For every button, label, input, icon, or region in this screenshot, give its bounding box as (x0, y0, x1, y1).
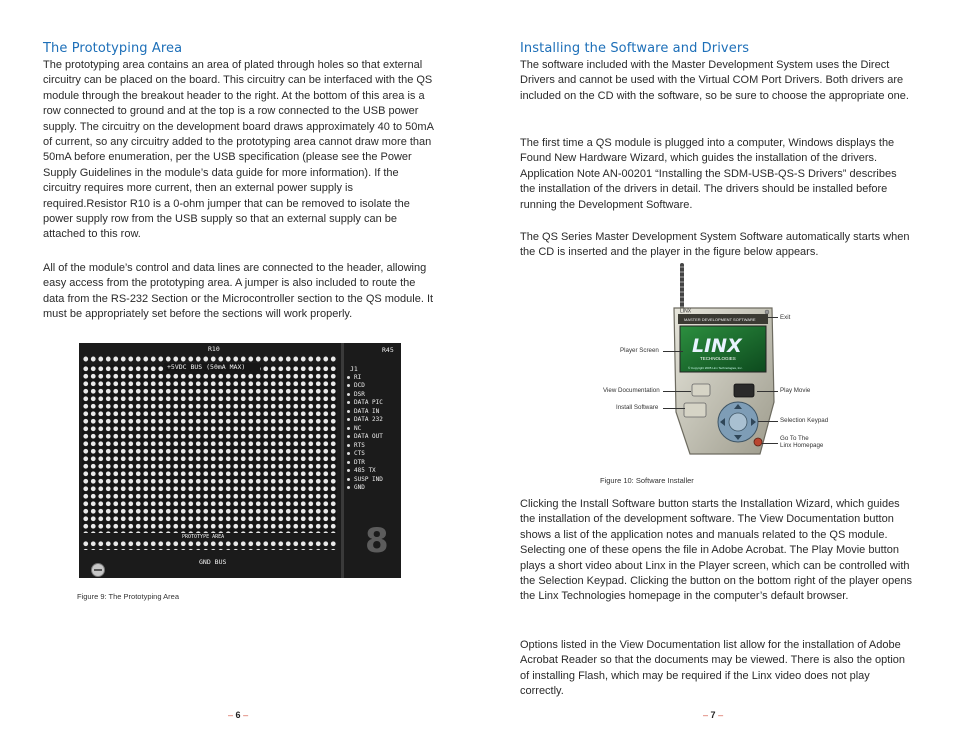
page-number-right-value: 7 (710, 710, 716, 720)
left-heading: The Prototyping Area (43, 41, 183, 56)
right-paragraph-1: The software included with the Master Development System uses the Direct Drivers and cannot be used with the Virtual COM Port Drivers. Both drivers are included on the CD with the software, so be sure to choose the appropriate one. (520, 59, 909, 102)
right-paragraph-2: The first time a QS module is plugged into a computer, Windows displays the Found New Hardware Wizard, which guides the installation of the drivers. Application Note AN-00201 “Installing the SDM-USB-QS-S Drivers” describes the installation of the drivers in detail. The drivers should be installed before running the Development Software. (520, 137, 897, 211)
pin-label: DSR (354, 390, 365, 398)
callout-play-movie: Play Movie (780, 387, 811, 394)
software-installer-player (670, 304, 776, 459)
header-pin (347, 433, 399, 442)
pin-label: DCD (354, 382, 365, 390)
pin-label: GND (354, 484, 365, 492)
pin-label: RI (354, 373, 362, 381)
header-pin (347, 441, 399, 450)
leader-player-screen (663, 351, 683, 352)
callout-go-to-line2: Linx Homepage (780, 442, 824, 449)
pin-label: DTR (354, 458, 365, 466)
header-pin (347, 373, 399, 382)
header-pin (347, 407, 399, 416)
prototyping-area-photo (79, 343, 401, 578)
page-number-left-value: 6 (235, 710, 241, 720)
leader-exit (768, 317, 778, 318)
header-pin (347, 475, 399, 484)
pin-label: 485 TX (354, 467, 376, 475)
silk-vdc-bus: +5VDC BUS (50mA MAX) (167, 363, 246, 371)
figure-10-caption: Figure 10: Software Installer (600, 476, 694, 485)
mounting-screw-icon (91, 563, 105, 577)
silk-r45: R45 (382, 346, 394, 354)
header-pin (347, 382, 399, 391)
pin-label: DATA PIC (354, 399, 383, 407)
board-divider (341, 343, 344, 578)
callout-go-to-line1: Go To The (780, 435, 809, 442)
pin-label: NC (354, 424, 362, 432)
ground-row (82, 540, 337, 550)
header-pin (347, 390, 399, 399)
pin-label: DATA IN (354, 407, 380, 415)
left-paragraph-2: All of the module’s control and data lines are connected to the header, allowing easy access from the prototyping area. A jumper is also included to route the data from the RS-232 Section or the Microcontroller section to the QS module. It must be appropriately set before the sections will work properly. (43, 262, 434, 321)
callout-player-screen: Player Screen (620, 347, 659, 354)
silk-j1: J1 (350, 365, 358, 373)
silk-gnd-bus: GND BUS (199, 558, 227, 566)
page-number-right: – 7 – (703, 710, 724, 720)
leader-install-software (663, 408, 685, 409)
leader-view-documentation (663, 391, 691, 392)
left-paragraph-1: The prototyping area contains an area of plated through holes so that external circuitry can be placed on the board. This circuitry can be interfaced with the QS module through the breakout header to the right. At the bottom of this area is a row connected to ground and at the top is a row connected to the USB power supply. The circuitry on the development board draws approximately 40 to 50mA of current, so any circuitry added to the prototyping area cannot draw more than 50mA before enumeration, per the USB specification (please see the Power Supply Guidelines in the module’s data guide for more information). If the circuitry requires more current, then an external power supply is required.Resistor R10 is a 0-ohm jumper that can be removed to isolate the power supply row from the USB supply so that an external supply can be attached to this row. (43, 59, 434, 241)
callout-exit: Exit (780, 314, 791, 321)
figure-9-caption: Figure 9: The Prototyping Area (77, 592, 180, 601)
silk-prototype-area: PROTOTYPE AREA (182, 534, 225, 540)
right-paragraph-4: Clicking the Install Software button starts the Installation Wizard, which guides the installation of the development software. The View Documentation button shows a list of the application notes and manuals related to the QS module. Selecting one of these opens the file in Adobe Acrobat. The Play Movie button plays a short video about Linx in the Player screen, which can be controlled with the Selection Keypad. Clicking the button on the bottom right of the player opens the Linx Technologies homepage in the computer’s default browser. (520, 498, 912, 603)
right-paragraph-5: Options listed in the View Documentation list allow for the installation of Adobe Acrobat Reader so that the documents may be viewed. There is also the option of installing Flash, which may be required if the Linx video does not play correctly. (520, 639, 906, 698)
silk-r10: R10 (208, 345, 220, 353)
header-pin (347, 450, 399, 459)
pin-label: DATA 232 (354, 416, 383, 424)
device-banner: MASTER DEVELOPMENT SOFTWARE (684, 317, 756, 322)
header-pin (347, 484, 399, 493)
pin-label: SUSP IND (354, 475, 383, 483)
callout-selection-keypad: Selection Keypad (780, 417, 829, 424)
pin-label: RTS (354, 441, 365, 449)
breakout-header (347, 373, 399, 492)
leader-selection-keypad (758, 421, 778, 422)
screen-sub: TECHNOLOGIES (700, 356, 736, 361)
page-number-left: – 6 – (228, 710, 249, 720)
silk-big-glyph: 8 (365, 521, 391, 561)
header-pin (347, 416, 399, 425)
header-pin (347, 424, 399, 433)
right-heading: Installing the Software and Drivers (520, 41, 750, 56)
screen-copyright: © Copyright 2005 Linx Technologies, Inc. (688, 366, 743, 370)
callout-install-software: Install Software (616, 404, 659, 411)
hole-grid (82, 365, 337, 533)
screen-logo: LINX (692, 335, 742, 357)
leader-play-movie (757, 391, 778, 392)
pin-label: CTS (354, 450, 365, 458)
leader-go-to (762, 443, 778, 444)
header-pin (347, 467, 399, 476)
right-paragraph-3: The QS Series Master Development System Software automatically starts when the CD is inserted and the player in the figure below appears. (520, 231, 910, 259)
callout-view-documentation: View Documentation (603, 387, 660, 394)
header-pin (347, 458, 399, 467)
header-pin (347, 399, 399, 408)
pin-label: DATA OUT (354, 433, 383, 441)
device-brand: LINX (680, 308, 692, 315)
power-row (82, 355, 337, 363)
